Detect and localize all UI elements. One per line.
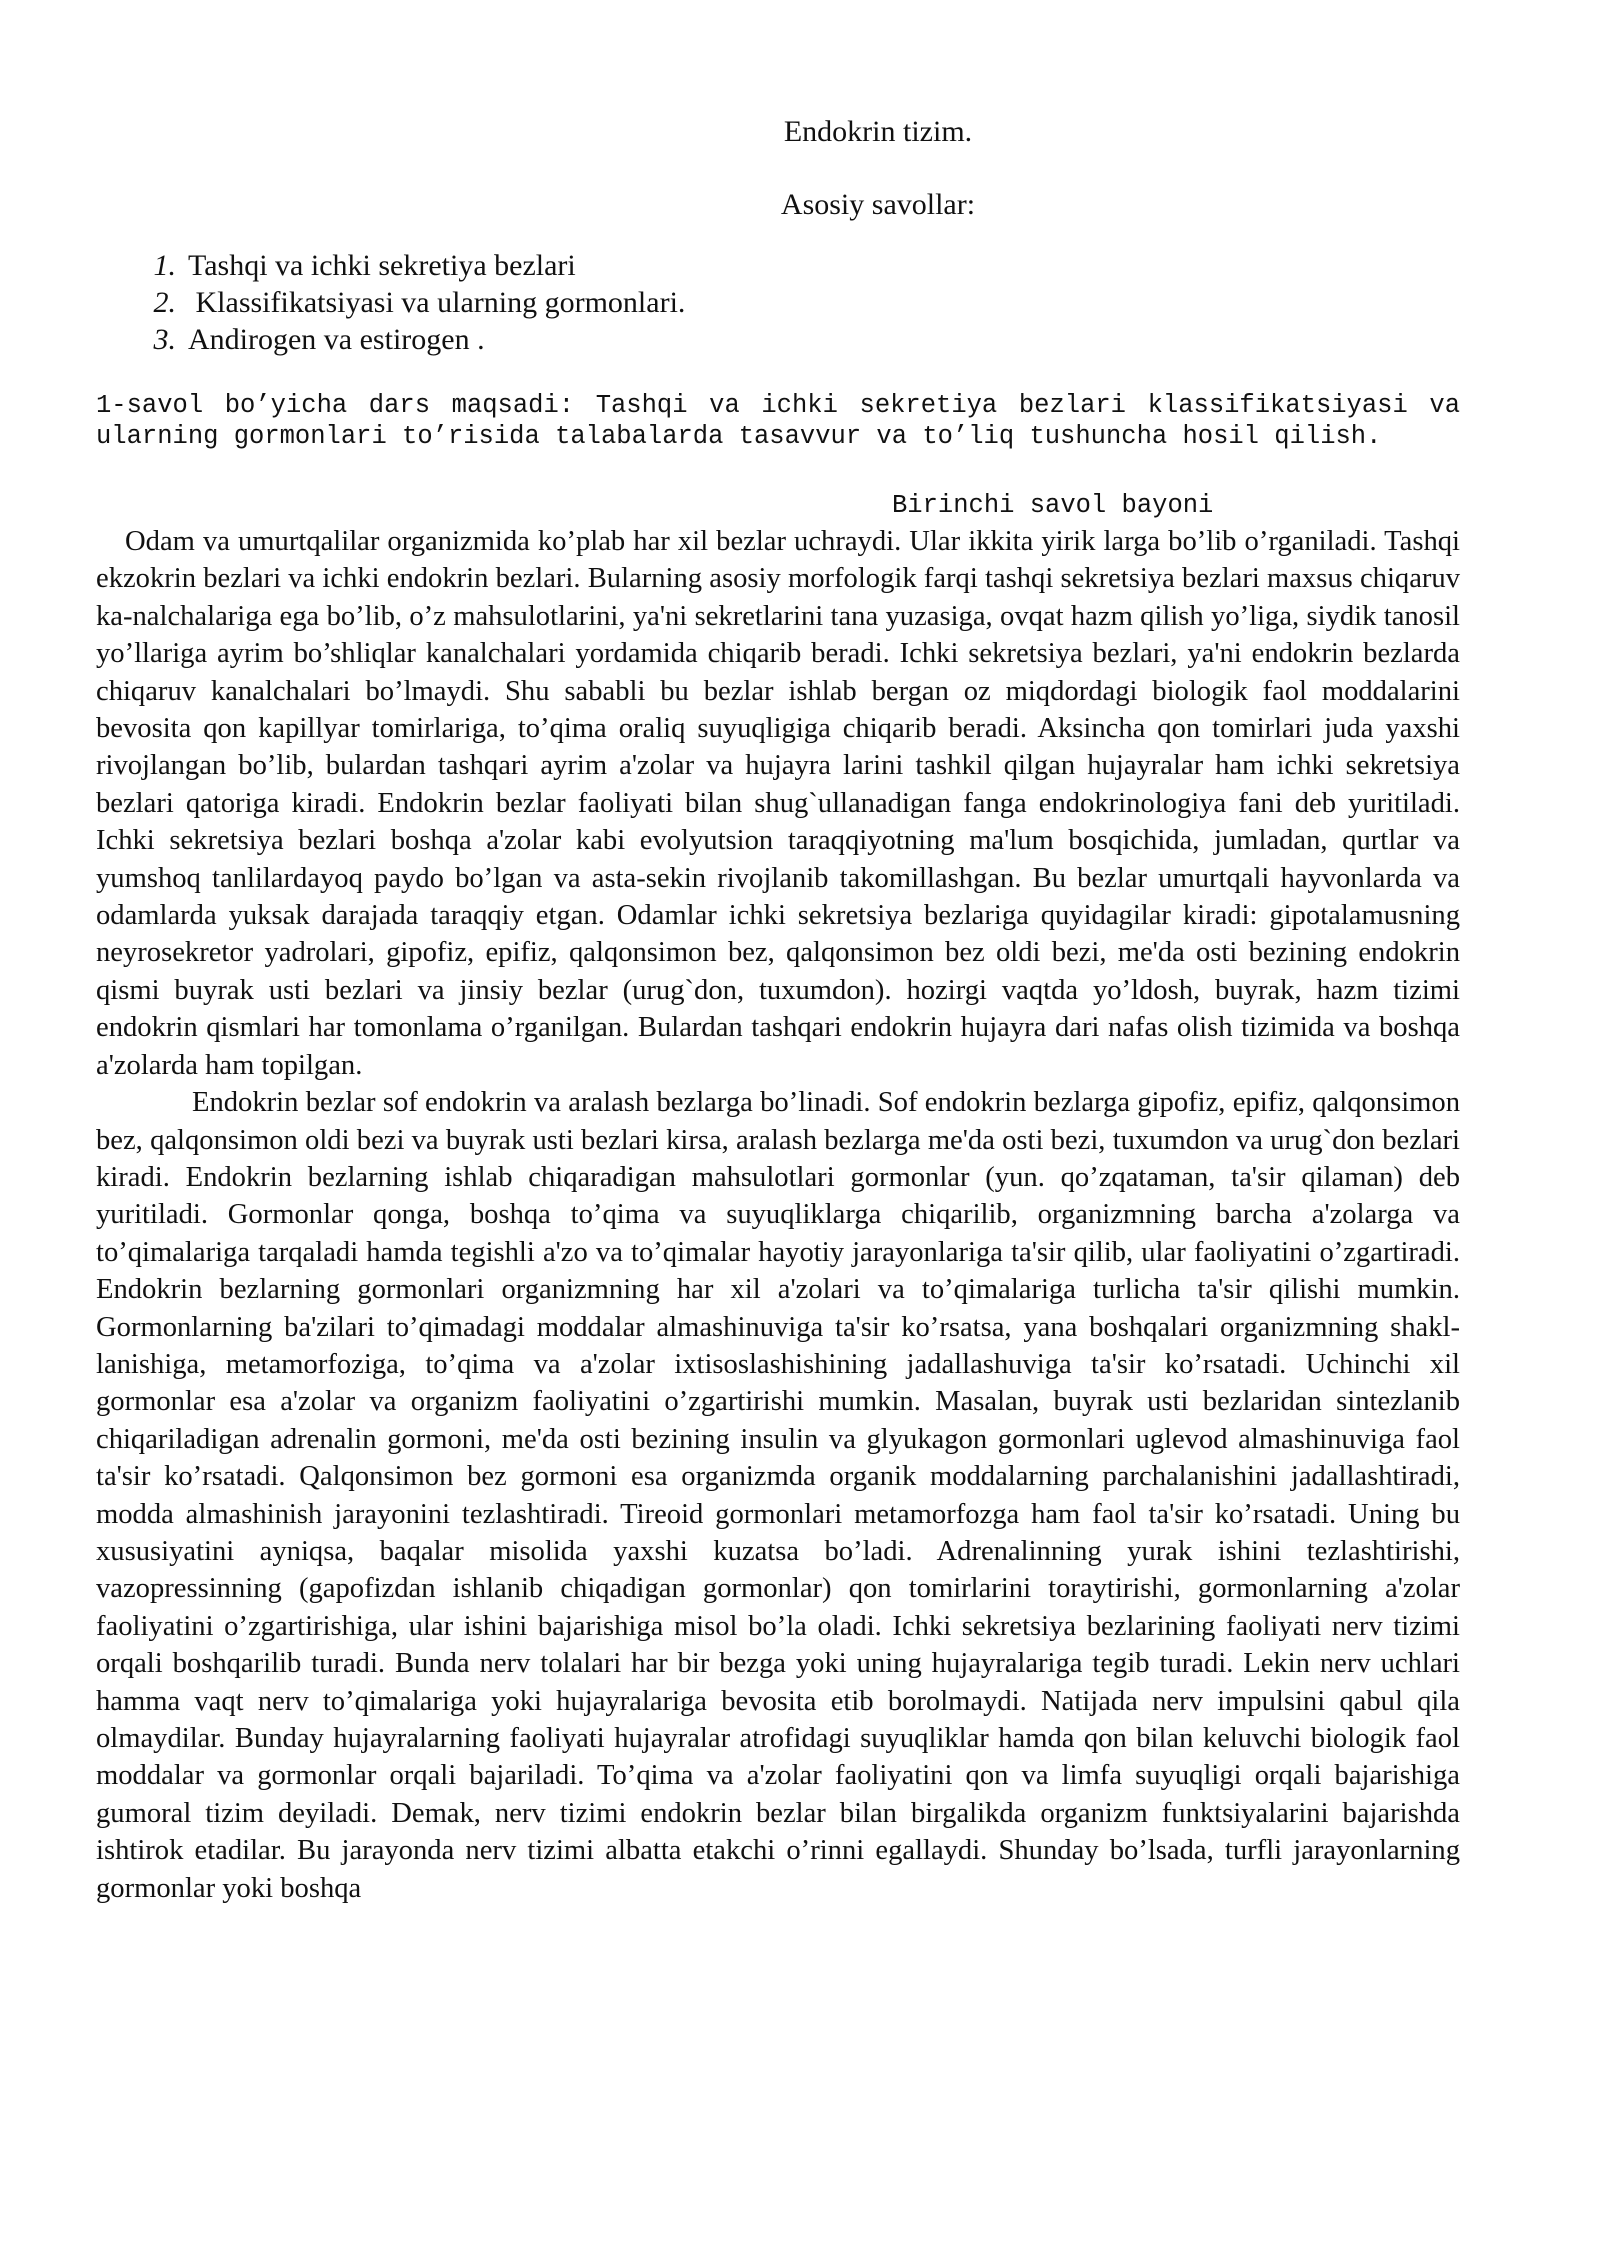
list-item — [96, 284, 1460, 321]
document-title: Endokrin tizim. — [783, 115, 973, 148]
body-paragraph: Endokrin bezlar sof endokrin va aralash bezlarga bo’linadi. Sof endokrin bezlarga gipofiz, epifiz, qalqonsimon bez, qalqonsimon oldi bezi va buyrak usti bezlari kirsa, aralash bezlarga me'da osti bezi, tuxumdon va urug`don bezlari kiradi. Endokrin bezlarning ishlab chiqaradigan mahsulotlari gormonlar (yun. qo’zqataman, ta'sir qilaman) deb yuritiladi. Gormonlar qonga, boshqa to’qima va suyuqliklarga chiqarilib, organizmning barcha a'zolarga va to’qimalariga tarqaladi hamda tegishli a'zo va to’qimalar hayotiy jarayonlariga ta'sir qilib, ular faoliyatini o’zgartiradi. Endokrin bezlarning gormonlari organizmning har xil a'zolari va to’qimalariga turlicha ta'sir qilishi mumkin. Gormonlarning ba'zilari to’qimadagi moddalar almashinuviga ta'sir ko’rsatsa, yana boshqalari organizmning shakl-lanishiga, metamorfoziga, to’qima va a'zolar ixtisoslashishining jadallashuviga ta'sir ko’rsatadi. Uchinchi xil gormonlar esa a'zolar va organizm faoliyatini o’zgartirishi mumkin. Masalan, buyrak usti bezlaridan sintezlanib chiqariladigan adrenalin gormoni, me'da osti bezining insulin va glyukagon gormonlari uglevod almashinuviga faol ta'sir ko’rsatadi. Qalqonsimon bez gormoni esa organizmda organik moddalarning parchalanishini jadallashtiradi, modda almashinish jarayonini tezlashtiradi. Tireoid gormonlari metamorfozga ham faol ta'sir ko’rsatadi. Uning bu xususiyatini ayniqsa, baqalar misolida yaxshi kuzatsa bo’ladi. Adrenalinning yurak ishini tezlashtirishi, vazopressinning (gapofizdan ishlanib chiqadigan gormonlar) qon tomirlarini toraytirishi, gormonlarning a'zolar faoliyatini o’zgartirishiga, ular ishini bajarishiga misol bo’la oladi. Ichki sekretsiya bezlarining faoliyati nerv tizimi orqali boshqarilib turadi. Bunda nerv tolalari har bir bezga yoki uning hujayralariga tegib turadi. Lekin nerv uchlari hamma vaqt nerv to’qimalariga yoki hujayralariga bevosita etib borolmaydi. Natijada nerv impulsini qabul qila olmaydilar. Bunday hujayralarning faoliyati hujayralar atrofidagi suyuqliklar hamda qon bilan keluvchi biologik faol moddalar va gormonlar orqali bajariladi. To’qima va a'zolar faoliyatini qon va limfa suyuqligi orqali bajarishiga gumoral tizim deyiladi. Demak, nerv tizimi endokrin bezlar bilan birgalikda organizm funktsiyalarini bajarishda ishtirok etadilar. Bu jarayonda nerv tizimi albatta etakchi o’rinni egallaydi. Shunday bo’lsada, turfli jarayonlarning gormonlar yoki boshqa — [96, 1087, 1460, 1904]
question-text: Tashqi va ichki sekretiya bezlari — [188, 249, 576, 282]
question-number: 3. — [153, 323, 176, 356]
list-item — [96, 247, 1460, 284]
questions-list — [96, 247, 1460, 358]
section-title: Birinchi savol bayoni — [892, 491, 1214, 520]
question-text: Klassifikatsiyasi va ularning gormonlari. — [188, 286, 686, 319]
question-number: 1. — [153, 249, 176, 282]
document-subtitle: Asosiy savollar: — [780, 188, 976, 221]
document-page — [96, 112, 1460, 1907]
question-text: Andirogen va estirogen . — [188, 323, 485, 356]
list-item — [96, 321, 1460, 358]
question-number: 2. — [153, 286, 176, 319]
body-paragraph: Odam va umurtqalilar organizmida ko’plab har xil bezlar uchraydi. Ular ikkita yirik larga bo’lib o’rganiladi. Tashqi ekzokrin bezlari va ichki endokrin bezlari. Bularning asosiy morfologik farqi tashqi sekretsiya bezlari maxsus chiqaruv ka-nalchalariga ega bo’lib, o’z mahsulotlarini, ya'ni sekretlarini tana yuzasiga, ovqat hazm qilish yo’liga, siydik tanosil yo’llariga ayrim bo’shliqlar kanalchalari yordamida chiqarib beradi. Ichki sekretsiya bezlari, ya'ni endokrin bezlarda chiqaruv kanalchalari bo’lmaydi. Shu sababli bu bezlar ishlab bergan oz miqdordagi biologik faol moddalarini bevosita qon kapillyar tomirlariga, to’qima oraliq suyuqligiga chiqarib beradi. Aksincha qon tomirlari juda yaxshi rivojlangan bo’lib, bulardan tashqari ayrim a'zolar va hujayra larini tashkil qilgan hujayralar ham ichki sekretsiya bezlari qatoriga kiradi. Endokrin bezlar faoliyati bilan shug`ullanadigan fanga endokrinologiya fani deb yuritiladi. Ichki sekretsiya bezlari boshqa a'zolar kabi evolyutsion taraqqiyotning ma'lum bosqichida, jumladan, qurtlar va yumshoq tanlilardayoq paydo bo’lgan va asta-sekin rivojlanib takomillashgan. Bu bezlar umurtqali hayvonlarda va odamlarda yuksak darajada taraqqiy etgan. Odamlar ichki sekretsiya bezlariga quyidagilar kiradi: gipotalamusning neyrosekretor yadrolari, gipofiz, epifiz, qalqonsimon bez, qalqonsimon bez oldi bezi, me'da osti bezining endokrin qismi buyrak usti bezlari va jinsiy bezlar (urug`don, tuxumdon). hozirgi vaqtda yo’ldosh, buyrak, hazm tizimi endokrin qismlari har tomonlama o’rganilgan. Bulardan tashqari endokrin hujayra dari nafas olish tizimida va boshqa a'zolarda ham topilgan. — [96, 526, 1460, 1081]
lesson-goal: 1-savol bo’yicha dars maqsadi: Tashqi va ichki sekretiya bezlari klassifikatsiyasi va ularning gormonlari to’risida talabalarda tasavvur va to’liq tushuncha hosil qilish. — [96, 391, 1460, 451]
